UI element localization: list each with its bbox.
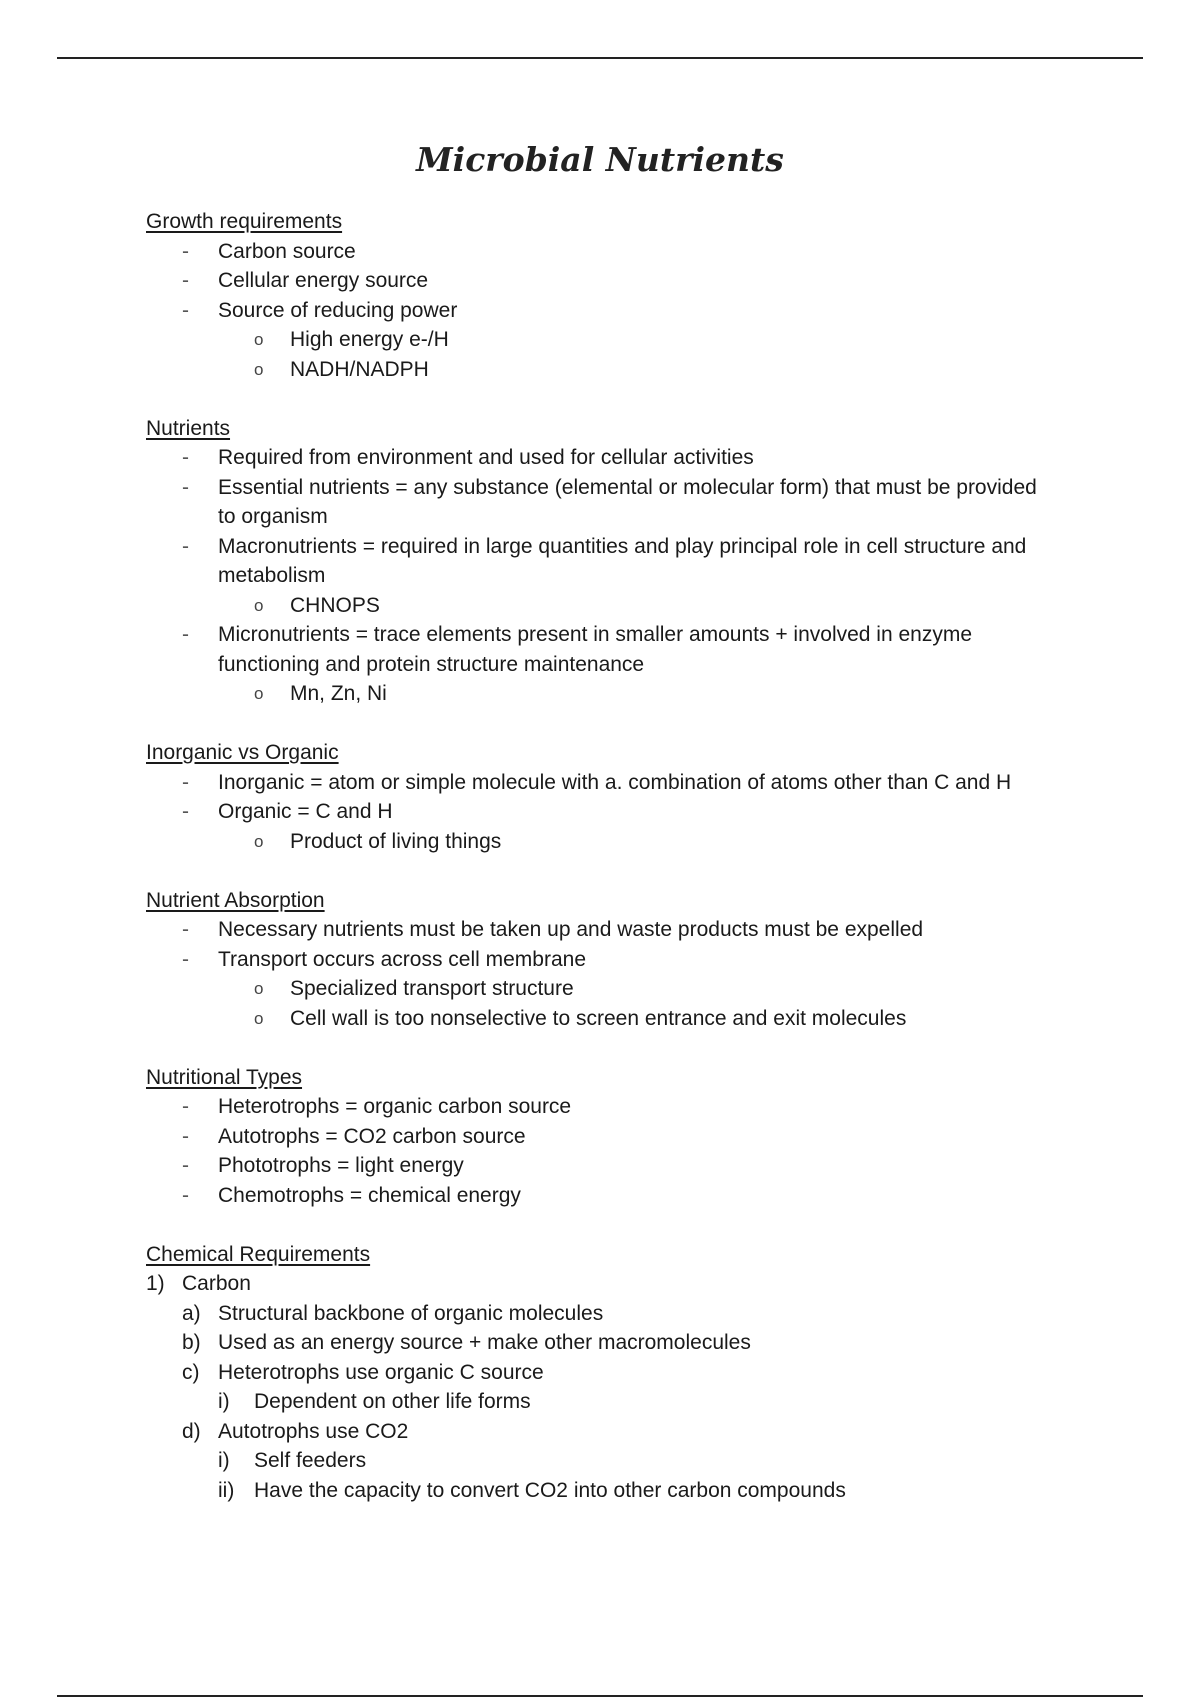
roman-item <box>218 1476 1046 1506</box>
sub-bullet-list <box>218 827 1046 857</box>
sub-list-item <box>218 827 1046 857</box>
dash-bullet-icon: - <box>182 534 189 558</box>
bullet-list <box>146 915 1046 1033</box>
list-item-text: Macronutrients = required in large quantities and play principal role in cell structure and metabolism <box>218 534 1027 587</box>
list-item-text: Micronutrients = trace elements present in smaller amounts + involved in enzyme functioning and protein structure maintenance <box>218 623 973 676</box>
list-item-text: Organic = C and H <box>218 800 393 823</box>
sub-bullet-list <box>218 591 1046 621</box>
sub-list-item <box>218 974 1046 1004</box>
dash-bullet-icon: - <box>182 475 189 499</box>
list-item <box>146 945 1046 1034</box>
list-item-text: Essential nutrients = any substance (elemental or molecular form) that must be provided to organism <box>218 475 1037 528</box>
list-item <box>146 1122 1046 1152</box>
roman-list <box>218 1387 1046 1417</box>
sub-list-item-text: High energy e-/H <box>290 328 449 351</box>
circle-bullet-icon: o <box>254 359 264 379</box>
list-item-text: Phototrophs = light energy <box>218 1154 464 1177</box>
list-item <box>146 237 1046 267</box>
item-number: 1) <box>146 1272 165 1295</box>
dash-bullet-icon: - <box>182 446 189 469</box>
section-growth-requirements <box>146 207 1046 384</box>
numbered-item <box>146 1269 1046 1505</box>
list-item-text: Transport occurs across cell membrane <box>218 947 587 971</box>
list-item <box>146 1151 1046 1181</box>
lettered-item <box>182 1299 1046 1329</box>
lettered-list <box>182 1299 1046 1506</box>
roman-item-text: Have the capacity to convert CO2 into other carbon compounds <box>254 1478 846 1502</box>
list-item-text: Required from environment and used for cellular activities <box>218 446 754 469</box>
dash-bullet-icon: - <box>182 800 189 823</box>
sub-list-item-text: Cell wall is too nonselective to screen entrance and exit molecules <box>290 1006 907 1030</box>
circle-bullet-icon: o <box>254 684 264 703</box>
section-inorganic-vs-organic <box>146 738 1046 856</box>
section-chemical-requirements <box>146 1240 1046 1506</box>
list-item <box>146 620 1046 709</box>
dash-bullet-icon: - <box>182 298 189 322</box>
sub-list-item-text: Product of living things <box>290 829 502 853</box>
list-item <box>146 532 1046 621</box>
bullet-list <box>146 1092 1046 1210</box>
sub-bullet-list <box>218 974 1046 1033</box>
circle-bullet-icon: o <box>254 831 264 851</box>
list-item <box>146 443 1046 473</box>
bullet-list <box>146 443 1046 709</box>
sub-list-item-text: NADH/NADPH <box>290 357 429 381</box>
bottom-rule <box>57 1695 1143 1697</box>
item-roman: ii) <box>218 1478 235 1502</box>
circle-bullet-icon: o <box>254 330 264 349</box>
sub-list-item <box>218 355 1046 385</box>
list-item-text: Autotrophs = CO2 carbon source <box>218 1124 526 1148</box>
bullet-list <box>146 237 1046 385</box>
section-nutrient-absorption <box>146 886 1046 1034</box>
lettered-item-text: Heterotrophs use organic C source <box>218 1360 544 1384</box>
top-rule <box>57 57 1143 59</box>
list-item <box>146 473 1046 532</box>
list-item-text: Necessary nutrients must be taken up and waste products must be expelled <box>218 918 924 941</box>
dash-bullet-icon: - <box>182 1124 189 1148</box>
section-nutritional-types <box>146 1063 1046 1211</box>
roman-item-text: Self feeders <box>254 1449 367 1472</box>
roman-item-text: Dependent on other life forms <box>254 1390 531 1413</box>
list-item <box>146 915 1046 945</box>
sub-list-item <box>218 325 1046 355</box>
dash-bullet-icon: - <box>182 1154 189 1177</box>
sub-list-item-text: CHNOPS <box>290 593 380 617</box>
item-roman: i) <box>218 1449 230 1472</box>
lettered-item-text: Structural backbone of organic molecules <box>218 1301 604 1325</box>
section-heading: Nutritional Types <box>146 1065 303 1089</box>
dash-bullet-icon: - <box>182 269 189 292</box>
bullet-list <box>146 768 1046 857</box>
section-heading: Nutrient Absorption <box>146 888 325 912</box>
lettered-item <box>182 1417 1046 1506</box>
item-letter: a) <box>182 1301 201 1325</box>
roman-list <box>218 1446 1046 1505</box>
sub-bullet-list <box>218 679 1046 709</box>
lettered-item-text: Autotrophs use CO2 <box>218 1419 409 1443</box>
section-heading: Growth requirements <box>146 210 343 233</box>
list-item <box>146 266 1046 296</box>
list-item <box>146 797 1046 856</box>
section-heading: Inorganic vs Organic <box>146 741 339 764</box>
dash-bullet-icon: - <box>182 623 189 646</box>
list-item-text: Source of reducing power <box>218 298 458 322</box>
list-item-text: Inorganic = atom or simple molecule with a. combination of atoms other than C and H <box>218 770 1012 794</box>
numbered-item-text: Carbon <box>182 1272 251 1295</box>
list-item <box>146 1092 1046 1122</box>
item-letter: b) <box>182 1331 201 1354</box>
section-nutrients <box>146 414 1046 709</box>
list-item <box>146 1181 1046 1211</box>
dash-bullet-icon: - <box>182 770 189 794</box>
list-item-text: Chemotrophs = chemical energy <box>218 1183 521 1207</box>
lettered-item <box>182 1358 1046 1417</box>
sub-list-item-text: Specialized transport structure <box>290 977 574 1000</box>
list-item <box>146 768 1046 798</box>
item-letter: d) <box>182 1419 201 1443</box>
circle-bullet-icon: o <box>254 979 264 998</box>
sub-list-item <box>218 679 1046 709</box>
dash-bullet-icon: - <box>182 1095 189 1118</box>
notes-body <box>146 207 1046 1535</box>
sub-list-item <box>218 591 1046 621</box>
dash-bullet-icon: - <box>182 239 189 263</box>
dash-bullet-icon: - <box>182 1183 189 1207</box>
page-title: Microbial Nutrients <box>416 140 784 179</box>
section-heading: Nutrients <box>146 416 231 440</box>
sub-list-item <box>218 1004 1046 1034</box>
numbered-list <box>146 1269 1046 1505</box>
circle-bullet-icon: o <box>254 1008 264 1028</box>
roman-item <box>218 1387 1046 1417</box>
dash-bullet-icon: - <box>182 947 189 971</box>
list-item <box>146 296 1046 385</box>
list-item-text: Carbon source <box>218 239 356 263</box>
list-item-text: Cellular energy source <box>218 269 429 292</box>
circle-bullet-icon: o <box>254 595 264 615</box>
item-roman: i) <box>218 1390 230 1413</box>
item-letter: c) <box>182 1360 200 1384</box>
lettered-item <box>182 1328 1046 1358</box>
roman-item <box>218 1446 1046 1476</box>
sub-bullet-list <box>218 325 1046 384</box>
sub-list-item-text: Mn, Zn, Ni <box>290 682 387 705</box>
dash-bullet-icon: - <box>182 918 189 941</box>
list-item-text: Heterotrophs = organic carbon source <box>218 1095 572 1118</box>
lettered-item-text: Used as an energy source + make other macromolecules <box>218 1331 751 1354</box>
section-heading: Chemical Requirements <box>146 1242 371 1266</box>
